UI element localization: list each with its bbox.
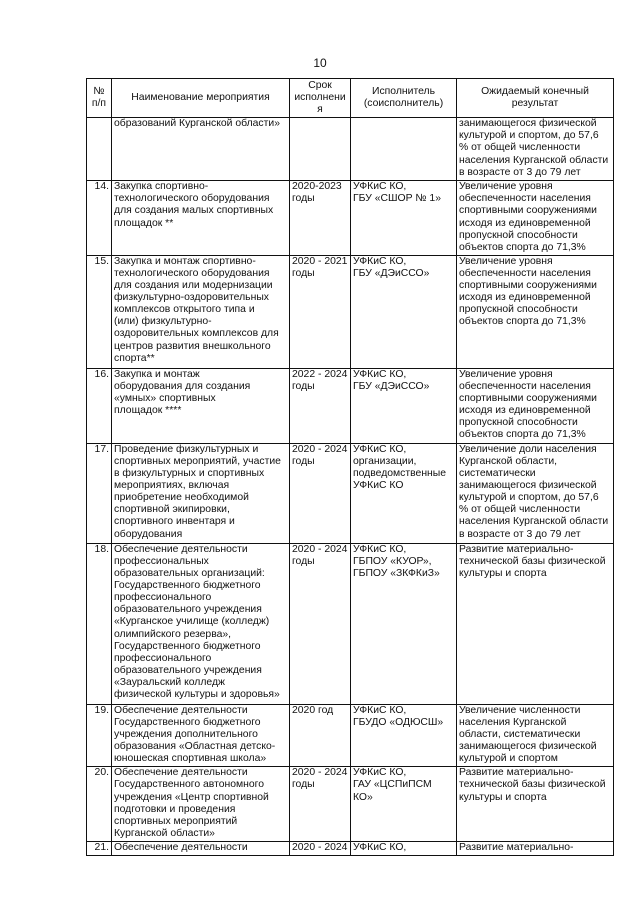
expected-result: Увеличение уровня обеспеченности населения спортивными сооружениями исходя из единовременной пропускной способности объектов спорта до 71,3%	[457, 181, 614, 256]
expected-result: Увеличение уровня обеспеченности населения спортивными сооружениями исходя из единовременной пропускной способности объектов спорта до 71,3%	[457, 368, 614, 443]
activity-name: Обеспечение деятельности	[112, 842, 290, 856]
executor: УФКиС КО, ГБУ «СШОР № 1»	[351, 181, 457, 256]
expected-result: Развитие материально-	[457, 842, 614, 856]
executor: УФКиС КО, ГБУ «ДЭиССО»	[351, 255, 457, 368]
activity-name: Закупка и монтаж оборудования для создания «умных» спортивных площадок ****	[112, 368, 290, 443]
table-row	[87, 181, 614, 256]
table-row	[87, 842, 614, 856]
term: 2020 - 2024	[290, 842, 351, 856]
term: 2020 - 2024 годы	[290, 443, 351, 543]
table-row	[87, 443, 614, 543]
table-header-row	[87, 79, 614, 118]
expected-result: Развитие материально- технической базы физической культуры и спорта	[457, 767, 614, 842]
term: 2020 - 2021 годы	[290, 255, 351, 368]
table-row	[87, 255, 614, 368]
activities-table	[86, 78, 614, 856]
executor: УФКиС КО, организации, подведомственные УФКиС КО	[351, 443, 457, 543]
executor	[351, 118, 457, 181]
table-row	[87, 543, 614, 704]
term: 2020-2023 годы	[290, 181, 351, 256]
header-term: Срок исполнения	[290, 79, 351, 118]
expected-result: Увеличение численности населения Курганской области, систематически занимающегося физической культурой и спортом	[457, 704, 614, 766]
executor: УФКиС КО, ГБУ «ДЭиССО»	[351, 368, 457, 443]
row-number: 16.	[87, 368, 112, 443]
header-activity-name: Наименование мероприятия	[112, 79, 290, 118]
table-row	[87, 767, 614, 842]
header-expected-result: Ожидаемый конечный результат	[457, 79, 614, 118]
row-number: 20.	[87, 767, 112, 842]
row-number: 15.	[87, 255, 112, 368]
executor: УФКиС КО, ГАУ «ЦСПиПСМ КО»	[351, 767, 457, 842]
term	[290, 118, 351, 181]
executor: УФКиС КО,	[351, 842, 457, 856]
row-number: 21.	[87, 842, 112, 856]
expected-result: занимающегося физической культурой и спортом, до 57,6 % от общей численности населения Курганской области в возрасте от 3 до 79 лет	[457, 118, 614, 181]
term: 2020 - 2024 годы	[290, 543, 351, 704]
row-number: 18.	[87, 543, 112, 704]
header-number: № п/п	[87, 79, 112, 118]
executor: УФКиС КО, ГБПОУ «КУОР», ГБПОУ «ЗКФКиЗ»	[351, 543, 457, 704]
expected-result: Увеличение доли населения Курганской области, систематически занимающегося физической культурой и спортом, до 57,6 % от общей численности населения Курганской области в возрасте от 3 до 79 лет	[457, 443, 614, 543]
row-number: 17.	[87, 443, 112, 543]
row-number: 14.	[87, 181, 112, 256]
term: 2020 - 2024 годы	[290, 767, 351, 842]
header-executor: Исполнитель (соисполнитель)	[351, 79, 457, 118]
activity-name: Обеспечение деятельности Государственного автономного учреждения «Центр спортивной подготовки и проведения спортивных мероприятий Курганской области»	[112, 767, 290, 842]
row-number: 19.	[87, 704, 112, 766]
expected-result: Увеличение уровня обеспеченности населения спортивными сооружениями исходя из единовременной пропускной способности объектов спорта до 71,3%	[457, 255, 614, 368]
table-row	[87, 368, 614, 443]
activity-name: Обеспечение деятельности профессиональных образовательных организаций: Государственного бюджетного профессионального образовательного учреждения «Курганское училище (колледж) олимпийского резерва», Государственного бюджетного профессионального образовательного учреждения «Зауральский колледж физической культуры и здоровья»	[112, 543, 290, 704]
activity-name: Проведение физкультурных и спортивных мероприятий, участие в физкультурных и спортивных мероприятиях, включая приобретение необходимой спортивной экипировки, спортивного инвентаря и оборудования	[112, 443, 290, 543]
term: 2020 год	[290, 704, 351, 766]
row-number	[87, 118, 112, 181]
table-row	[87, 704, 614, 766]
activity-name: Закупка спортивно- технологического оборудования для создания малых спортивных площадок **	[112, 181, 290, 256]
expected-result: Развитие материально- технической базы физической культуры и спорта	[457, 543, 614, 704]
activity-name: Обеспечение деятельности Государственного бюджетного учреждения дополнительного образования «Областная детско- юношеская спортивная школа»	[112, 704, 290, 766]
executor: УФКиС КО, ГБУДО «ОДЮСШ»	[351, 704, 457, 766]
page-number: 10	[313, 56, 327, 70]
term: 2022 - 2024 годы	[290, 368, 351, 443]
activity-name: Закупка и монтаж спортивно- технологического оборудования для создания или модернизации физкультурно-оздоровительных комплексов открытого типа и (или) физкультурно- оздоровительных комплексов для центров развития внешкольного спорта**	[112, 255, 290, 368]
activity-name: образований Курганской области»	[112, 118, 290, 181]
table-row	[87, 118, 614, 181]
